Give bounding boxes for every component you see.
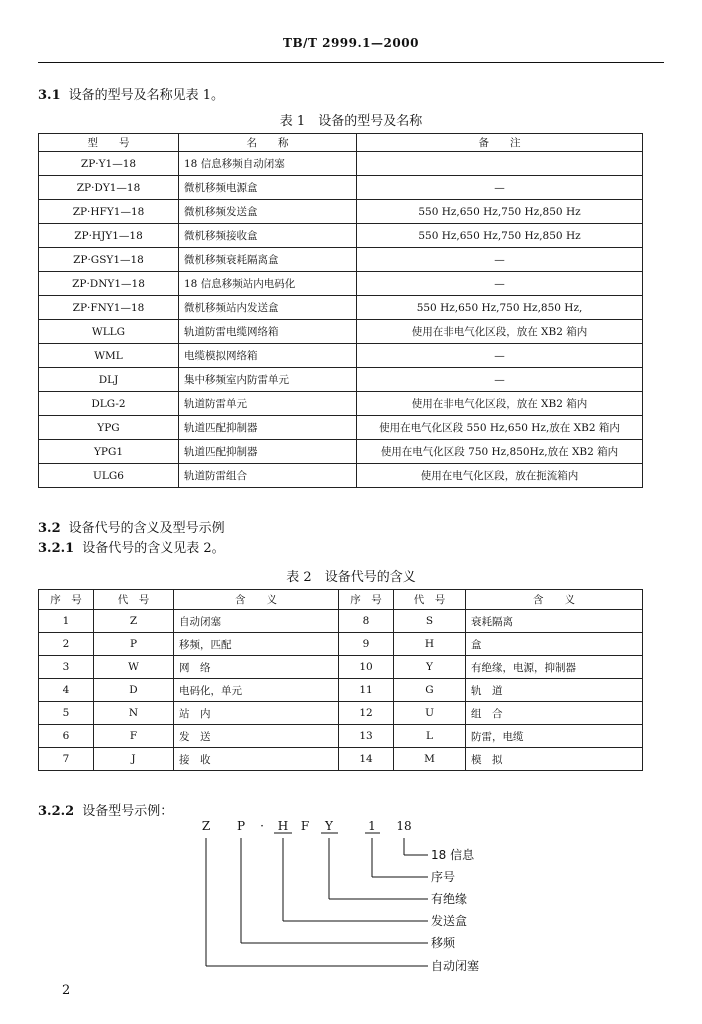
table-cell: 有绝缘，电源，抑制器 [466, 656, 643, 679]
table-cell: DLG-2 [39, 392, 179, 416]
section-number: 3.1 [38, 88, 61, 103]
table-cell: 550 Hz,650 Hz,750 Hz,850 Hz [357, 224, 643, 248]
example-label: 有绝缘 [431, 892, 468, 906]
example-label: 18 信息 [431, 848, 475, 862]
code-char: 18 [396, 819, 412, 833]
table2-caption: 表 2 设备代号的含义 [286, 570, 416, 585]
table-cell: YPG [39, 416, 179, 440]
table-cell: J [94, 748, 174, 771]
table-cell: 13 [339, 725, 394, 748]
table-cell: ZP·DY1—18 [39, 176, 179, 200]
table-cell: 使用在电气化区段 550 Hz,650 Hz,放在 XB2 箱内 [357, 416, 643, 440]
table-cell: 移频，匹配 [174, 633, 339, 656]
table-cell: 微机移频电源盒 [179, 176, 357, 200]
table-cell: ZP·Y1—18 [39, 152, 179, 176]
table-cell: ZP·FNY1—18 [39, 296, 179, 320]
section-text: 设备代号的含义见表 2。 [82, 541, 225, 556]
table-cell: 550 Hz,650 Hz,750 Hz,850 Hz [357, 200, 643, 224]
code-char: 1 [368, 819, 376, 833]
table-cell: 1 [39, 610, 94, 633]
table-cell: WLLG [39, 320, 179, 344]
table-cell: 站 内 [174, 702, 339, 725]
header-cell: 含 义 [174, 590, 339, 610]
table-cell: 550 Hz,650 Hz,750 Hz,850 Hz, [357, 296, 643, 320]
example-label: 发送盒 [431, 914, 468, 928]
table-cell: 接 收 [174, 748, 339, 771]
table-cell: 使用在非电气化区段，放在 XB2 箱内 [357, 320, 643, 344]
table-cell: S [394, 610, 466, 633]
table-cell: 2 [39, 633, 94, 656]
section-text: 设备型号示例： [82, 804, 174, 819]
example-label: 自动闭塞 [431, 959, 480, 973]
table-cell: 轨 道 [466, 679, 643, 702]
table-cell: 3 [39, 656, 94, 679]
table-cell: — [357, 248, 643, 272]
code-char: · [260, 819, 264, 833]
code-char: P [236, 819, 246, 833]
table-cell: W [94, 656, 174, 679]
table-cell: H [394, 633, 466, 656]
table-cell: 8 [339, 610, 394, 633]
table-cell: 6 [39, 725, 94, 748]
header-cell: 序 号 [39, 590, 94, 610]
table-cell: 衰耗隔离 [466, 610, 643, 633]
header-cell: 代 号 [94, 590, 174, 610]
table-cell: F [94, 725, 174, 748]
table-cell: 电码化，单元 [174, 679, 339, 702]
table-cell: — [357, 272, 643, 296]
table-cell: WML [39, 344, 179, 368]
table-cell: ZP·HJY1—18 [39, 224, 179, 248]
table-cell: 12 [339, 702, 394, 725]
section-number: 3.2.1 [38, 541, 75, 556]
header-cell: 代 号 [394, 590, 466, 610]
example-label: 移频 [431, 936, 456, 950]
section-number: 3.2 [38, 521, 61, 536]
table-cell: — [357, 368, 643, 392]
table-cell: 发 送 [174, 725, 339, 748]
example-label: 序号 [431, 870, 456, 884]
table-cell: D [94, 679, 174, 702]
table-cell: 7 [39, 748, 94, 771]
table-cell: 轨道匹配抑制器 [179, 416, 357, 440]
table-cell: 微机移频接收盒 [179, 224, 357, 248]
table-cell: 轨道防雷电缆网络箱 [179, 320, 357, 344]
table-cell: Y [394, 656, 466, 679]
table1-caption: 表 1 设备的型号及名称 [279, 114, 423, 129]
table-cell: Z [94, 610, 174, 633]
table-cell: M [394, 748, 466, 771]
table-cell: 18 信息移频站内电码化 [179, 272, 357, 296]
page-number: 2 [62, 983, 71, 998]
code-char: F [300, 819, 310, 833]
table-cell: U [394, 702, 466, 725]
table-cell: 使用在电气化区段，放在扼流箱内 [357, 464, 643, 488]
table-cell: ULG6 [39, 464, 179, 488]
table-cell: 轨道防雷单元 [179, 392, 357, 416]
table-cell: L [394, 725, 466, 748]
code-char: Z [201, 819, 211, 833]
table-cell: 微机移频衰耗隔离盒 [179, 248, 357, 272]
header-cell: 名 称 [179, 134, 357, 152]
table-cell: 微机移频发送盒 [179, 200, 357, 224]
header-cell: 型 号 [39, 134, 179, 152]
section-number: 3.2.2 [38, 804, 75, 819]
table-cell: YPG1 [39, 440, 179, 464]
table-cell: 电缆模拟网络箱 [179, 344, 357, 368]
header-cell: 序 号 [339, 590, 394, 610]
table-cell: ZP·HFY1—18 [39, 200, 179, 224]
header-cell: 备 注 [357, 134, 643, 152]
code-char: Y [325, 819, 333, 833]
table-cell: DLJ [39, 368, 179, 392]
code-char: H [277, 819, 289, 833]
table-cell: — [357, 176, 643, 200]
table-cell: 自动闭塞 [174, 610, 339, 633]
running-header: TB/T 2999.1—2000 [283, 36, 419, 50]
table-cell: 14 [339, 748, 394, 771]
table-cell: 4 [39, 679, 94, 702]
table-cell: P [94, 633, 174, 656]
table-cell: 轨道匹配抑制器 [179, 440, 357, 464]
table-cell: 18 信息移频自动闭塞 [179, 152, 357, 176]
table-cell: 组 合 [466, 702, 643, 725]
section-text: 设备的型号及名称见表 1。 [68, 88, 225, 103]
table-cell: ZP·GSY1—18 [39, 248, 179, 272]
table-cell: 微机移频站内发送盒 [179, 296, 357, 320]
table-cell: 9 [339, 633, 394, 656]
table-cell: 使用在非电气化区段，放在 XB2 箱内 [357, 392, 643, 416]
table-cell: 模 拟 [466, 748, 643, 771]
table-cell: 网 络 [174, 656, 339, 679]
table-cell: 轨道防雷组合 [179, 464, 357, 488]
table-cell: 盒 [466, 633, 643, 656]
table-cell: — [357, 344, 643, 368]
table-cell: ZP·DNY1—18 [39, 272, 179, 296]
table-cell: 使用在电气化区段 750 Hz,850Hz,放在 XB2 箱内 [357, 440, 643, 464]
table-cell: 5 [39, 702, 94, 725]
table-cell: 防雷，电缆 [466, 725, 643, 748]
table-cell: N [94, 702, 174, 725]
table-cell: 集中移频室内防雷单元 [179, 368, 357, 392]
table-cell: G [394, 679, 466, 702]
table-cell: 11 [339, 679, 394, 702]
header-cell: 含 义 [466, 590, 643, 610]
section-text: 设备代号的含义及型号示例 [68, 521, 225, 536]
table-cell: 10 [339, 656, 394, 679]
